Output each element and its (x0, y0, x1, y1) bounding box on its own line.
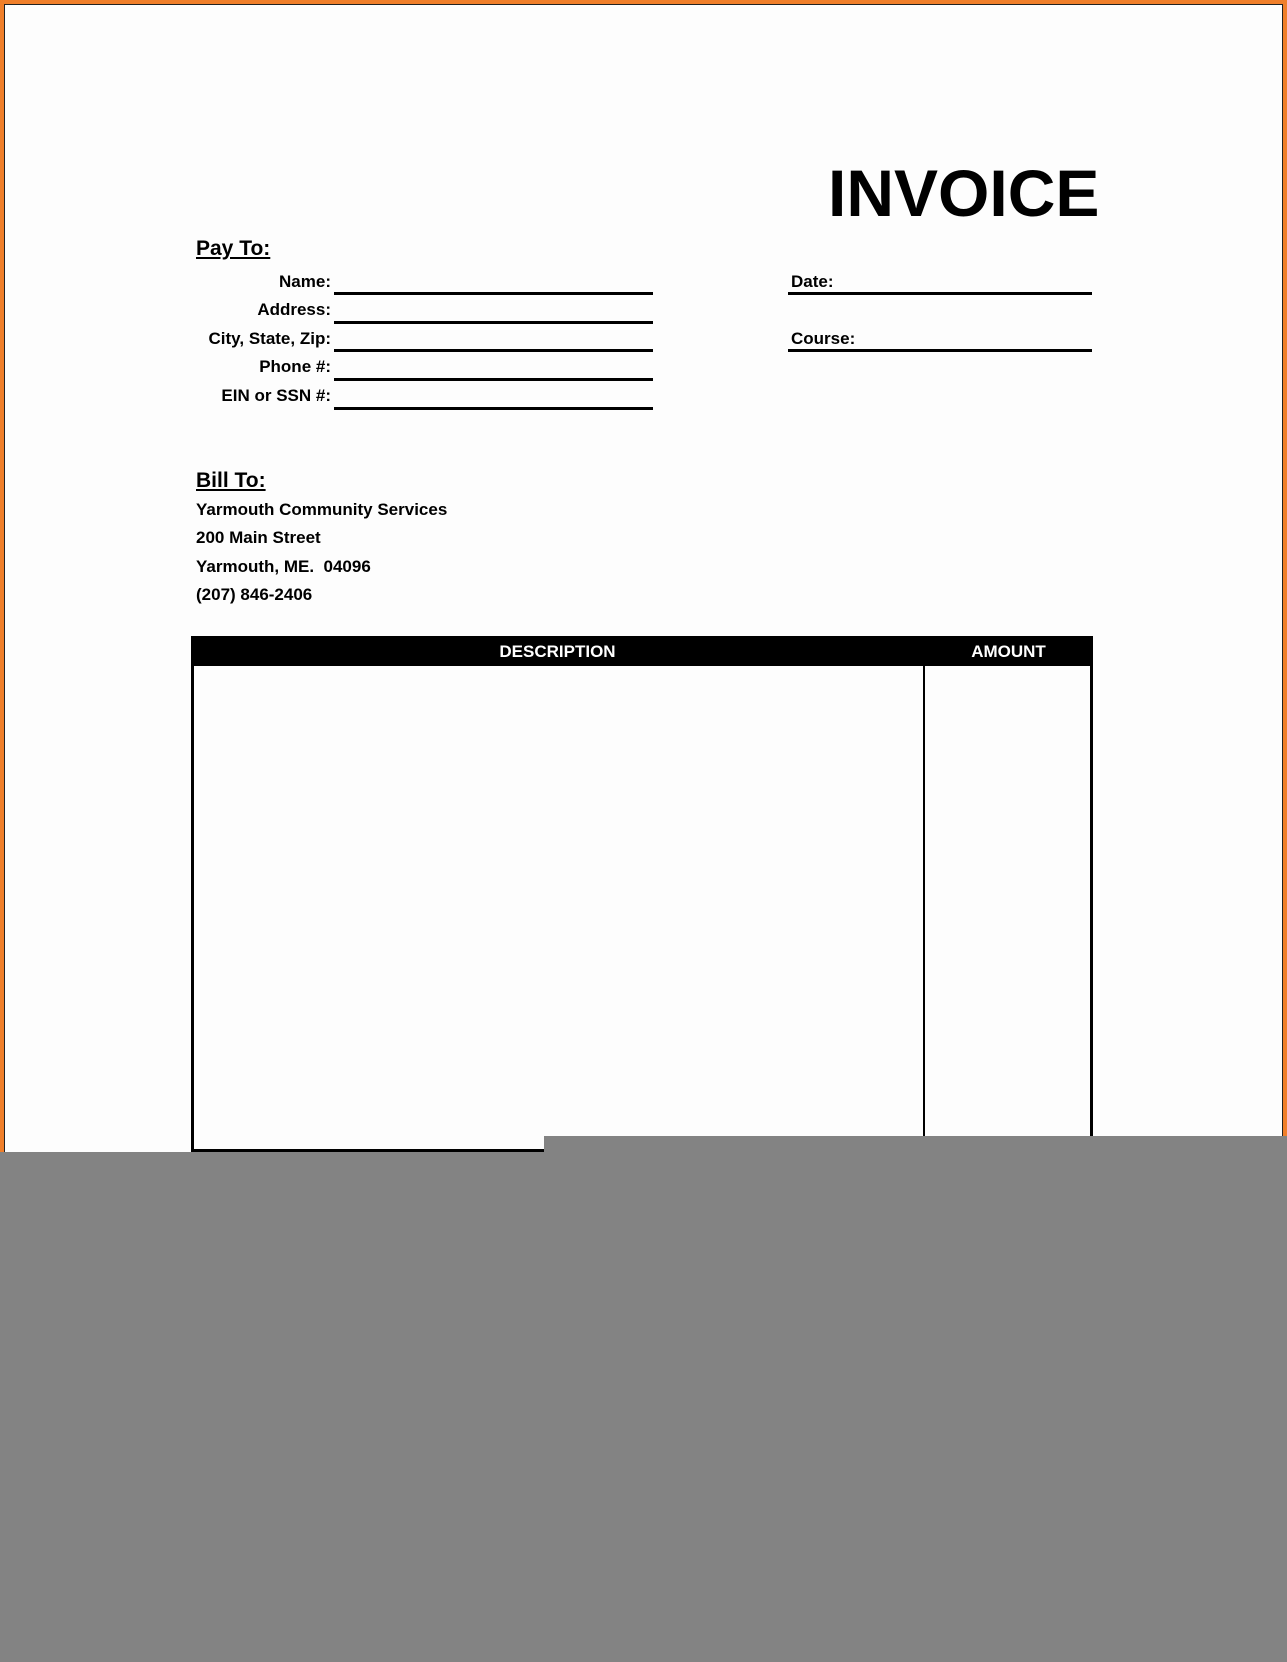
bill-to-org: Yarmouth Community Services (196, 500, 448, 519)
name-label: Name: (279, 272, 331, 291)
phone-label: Phone #: (259, 357, 331, 376)
address-label: Address: (257, 300, 331, 319)
ein-ssn-field[interactable] (334, 407, 653, 410)
column-divider (923, 666, 925, 1152)
bill-to-heading: Bill To: (196, 469, 266, 492)
line-items-table (191, 636, 1093, 1152)
date-field[interactable] (788, 292, 1092, 295)
name-field[interactable] (334, 292, 653, 295)
bill-to-street: 200 Main Street (196, 528, 321, 547)
phone-field[interactable] (334, 378, 653, 381)
bill-to-city: Yarmouth, ME. 04096 (196, 557, 371, 576)
city-state-zip-label: City, State, Zip: (208, 329, 331, 348)
bill-to-phone: (207) 846-2406 (196, 585, 313, 604)
address-field[interactable] (334, 321, 653, 324)
date-label: Date: (791, 272, 834, 291)
gray-overlay (0, 1152, 1287, 1662)
course-label: Course: (791, 329, 856, 348)
description-column-header: DESCRIPTION (499, 642, 616, 661)
pay-to-heading: Pay To: (196, 237, 271, 260)
course-field[interactable] (788, 349, 1092, 352)
table-header (191, 636, 1093, 666)
amount-column-header: AMOUNT (971, 642, 1046, 661)
invoice-title: INVOICE (828, 156, 1100, 230)
city-state-zip-field[interactable] (334, 349, 653, 352)
ein-ssn-label: EIN or SSN #: (221, 386, 331, 405)
